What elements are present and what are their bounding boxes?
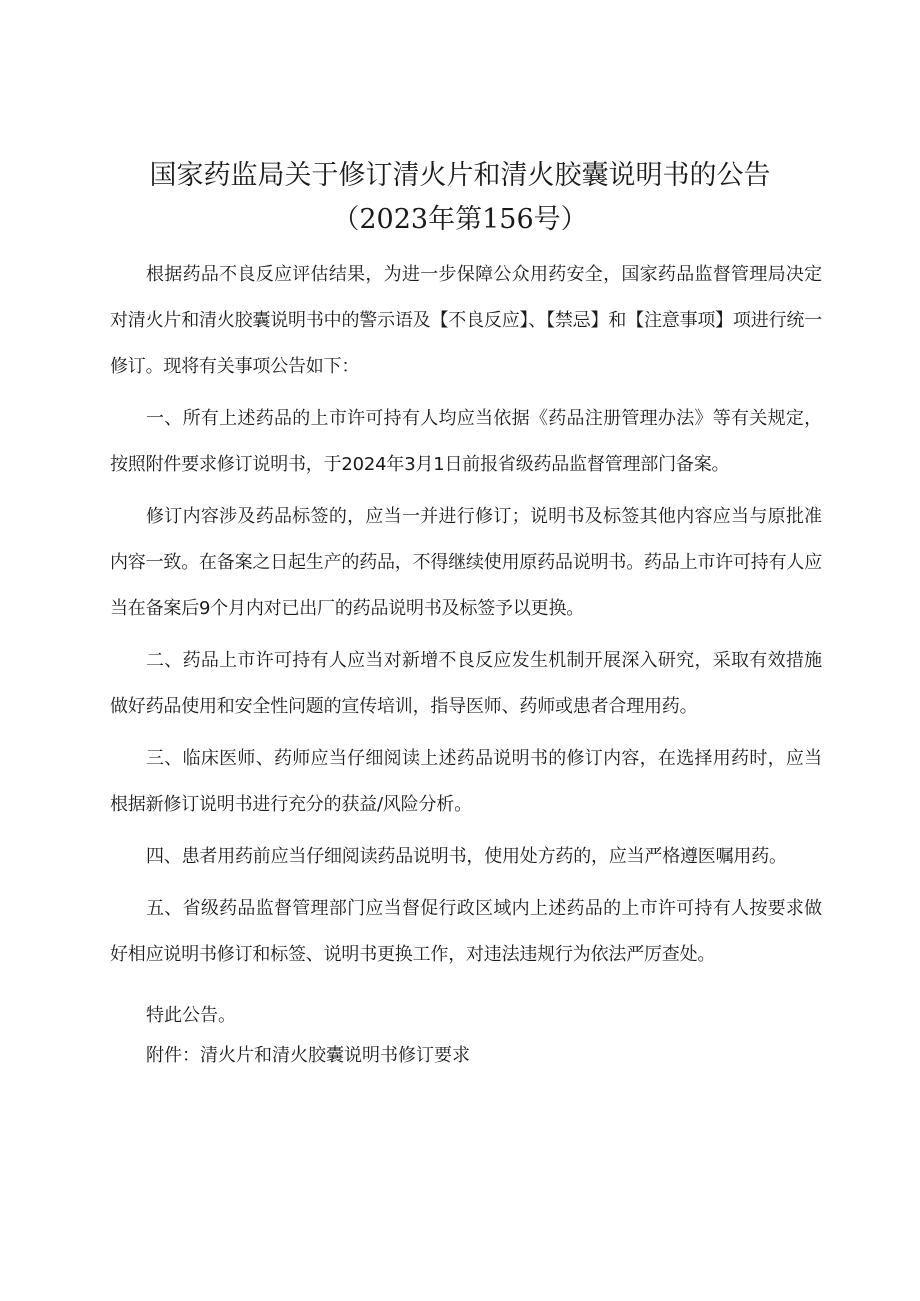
paragraph-intro: 根据药品不良反应评估结果，为进一步保障公众用药安全，国家药品监督管理局决定对清火片和清火胶囊说明书中的警示语及【不良反应】、【禁忌】和【注意事项】项进行统一修订。现将有关事项公告如下： [110,264,822,377]
paragraph-item-3: 三、临床医师、药师应当仔细阅读上述药品说明书的修订内容，在选择用药时，应当根据新修订说明书进行充分的获益/风险分析。 [110,748,822,815]
document-number: （2023年第156号） [332,204,588,235]
closing-statement: 特此公告。 [146,1005,236,1026]
paragraph-item-1: 一、所有上述药品的上市许可持有人均应当依据《药品注册管理办法》等有关规定，按照附件要求修订说明书，于2024年3月1日前报省级药品监督管理部门备案。 [110,408,822,475]
paragraph-item-5: 五、省级药品监督管理部门应当督促行政区域内上述药品的上市许可持有人按要求做好相应说明书修订和标签、说明书更换工作，对违法违规行为依法严厉查处。 [110,898,822,965]
paragraph-item-1-detail: 修订内容涉及药品标签的，应当一并进行修订；说明书及标签其他内容应当与原批准内容一致。在备案之日起生产的药品，不得继续使用原药品说明书。药品上市许可持有人应当在备案后9个月内对已出厂的药品说明书及标签予以更换。 [110,506,822,619]
document-body [110,252,822,1076]
page-title: 国家药监局关于修订清火片和清火胶囊说明书的公告 [149,160,771,191]
paragraph-item-2: 二、药品上市许可持有人应当对新增不良反应发生机制开展深入研究，采取有效措施做好药品使用和安全性问题的宣传培训，指导医师、药师或患者合理用药。 [110,650,822,717]
attachment-line: 附件：清火片和清火胶囊说明书修订要求 [146,1045,470,1066]
paragraph-item-4: 四、患者用药前应当仔细阅读药品说明书，使用处方药的，应当严格遵医嘱用药。 [146,846,787,867]
